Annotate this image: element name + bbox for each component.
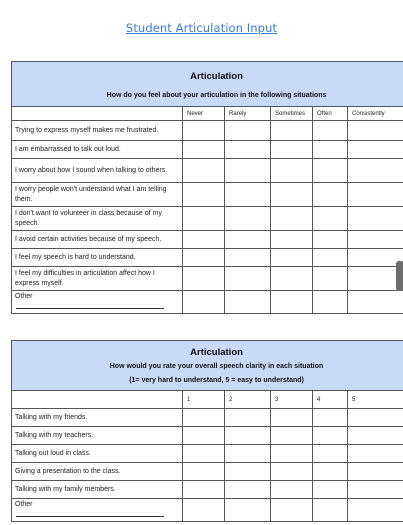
articulation-feelings-table: [11, 61, 403, 314]
response-cell[interactable]: [313, 183, 348, 207]
response-cell[interactable]: [183, 207, 225, 231]
statement-label: I worry people won't understand what I am telling them.: [12, 183, 183, 207]
table-row: [12, 141, 403, 159]
response-cell[interactable]: [225, 445, 271, 463]
response-cell[interactable]: [313, 409, 348, 427]
response-cell[interactable]: [348, 207, 403, 231]
table2-header: [12, 341, 403, 391]
response-cell[interactable]: [271, 267, 313, 291]
response-cell[interactable]: [225, 159, 271, 183]
response-cell[interactable]: [271, 183, 313, 207]
option-never: Never: [183, 107, 225, 121]
table2-question: How would you rate your overall speech clarity in each situation: [109, 363, 324, 370]
table2-corner-cell: [12, 391, 183, 409]
statement-label: I avoid certain activities because of my speech.: [12, 231, 183, 249]
other-label: Other: [15, 501, 33, 508]
table-row: [12, 183, 403, 207]
response-cell[interactable]: [225, 427, 271, 445]
response-cell[interactable]: [313, 291, 348, 314]
response-cell[interactable]: [313, 463, 348, 481]
response-cell[interactable]: [271, 231, 313, 249]
rating-3: 3: [271, 391, 313, 409]
response-cell[interactable]: [183, 499, 225, 522]
response-cell[interactable]: [348, 183, 403, 207]
response-cell[interactable]: [348, 291, 403, 314]
table-row: [12, 231, 403, 249]
table-row: [12, 499, 403, 522]
response-cell[interactable]: [271, 141, 313, 159]
response-cell[interactable]: [271, 499, 313, 522]
statement-label: Talking out loud in class.: [12, 445, 183, 463]
response-cell[interactable]: [225, 463, 271, 481]
other-statement: [12, 291, 183, 314]
other-write-in-line[interactable]: [16, 510, 164, 517]
response-cell[interactable]: [348, 121, 403, 141]
scroll-handle[interactable]: [396, 261, 403, 291]
response-cell[interactable]: [183, 427, 225, 445]
response-cell[interactable]: [348, 141, 403, 159]
response-cell[interactable]: [225, 481, 271, 499]
statement-label: I don't want to volunteer in class because of my speech.: [12, 207, 183, 231]
response-cell[interactable]: [225, 267, 271, 291]
response-cell[interactable]: [225, 291, 271, 314]
response-cell[interactable]: [183, 231, 225, 249]
response-cell[interactable]: [183, 445, 225, 463]
table-row: [12, 207, 403, 231]
table-row: [12, 481, 403, 499]
table-row: [12, 445, 403, 463]
response-cell[interactable]: [225, 141, 271, 159]
response-cell[interactable]: [225, 499, 271, 522]
response-cell[interactable]: [313, 481, 348, 499]
statement-label: Talking with my family members.: [12, 481, 183, 499]
response-cell[interactable]: [313, 141, 348, 159]
response-cell[interactable]: [183, 267, 225, 291]
table1-question: How do you feel about your articulation in the following situations: [106, 92, 327, 99]
document-title: Student Articulation Input: [125, 21, 278, 35]
response-cell[interactable]: [348, 249, 403, 267]
table1-header: [12, 62, 403, 107]
response-cell[interactable]: [313, 231, 348, 249]
table-row: [12, 249, 403, 267]
statement-label: Giving a presentation to the class.: [12, 463, 183, 481]
response-cell[interactable]: [313, 267, 348, 291]
option-rarely: Rarely: [225, 107, 271, 121]
response-cell[interactable]: [183, 409, 225, 427]
response-cell[interactable]: [348, 463, 403, 481]
response-cell[interactable]: [271, 409, 313, 427]
response-cell[interactable]: [225, 409, 271, 427]
speech-clarity-table: [11, 340, 403, 522]
response-cell[interactable]: [313, 445, 348, 463]
statement-label: I feel my difficulties in articulation affect how I express myself.: [12, 267, 183, 291]
response-cell[interactable]: [271, 481, 313, 499]
response-cell[interactable]: [183, 159, 225, 183]
response-cell[interactable]: [225, 121, 271, 141]
response-cell[interactable]: [183, 291, 225, 314]
table-row: [12, 159, 403, 183]
table-row: [12, 463, 403, 481]
response-cell[interactable]: [225, 183, 271, 207]
table-row: [12, 409, 403, 427]
response-cell[interactable]: [183, 141, 225, 159]
response-cell[interactable]: [348, 409, 403, 427]
table-row: [12, 267, 403, 291]
statement-label: Talking with my teachers.: [12, 427, 183, 445]
response-cell[interactable]: [271, 159, 313, 183]
response-cell[interactable]: [313, 427, 348, 445]
table2-scale-note: (1= very hard to understand, 5 = easy to understand): [129, 377, 304, 384]
option-consistently: Consistently: [348, 107, 403, 121]
statement-label: Talking with my friends.: [12, 409, 183, 427]
response-cell[interactable]: [348, 445, 403, 463]
response-cell[interactable]: [348, 231, 403, 249]
rating-1: 1: [183, 391, 225, 409]
response-cell[interactable]: [271, 249, 313, 267]
response-cell[interactable]: [348, 427, 403, 445]
rating-5: 5: [348, 391, 403, 409]
response-cell[interactable]: [313, 499, 348, 522]
option-sometimes: Sometimes: [271, 107, 313, 121]
response-cell[interactable]: [271, 291, 313, 314]
option-often: Often: [313, 107, 348, 121]
response-cell[interactable]: [183, 463, 225, 481]
statement-label: Trying to express myself makes me frustrated.: [12, 121, 183, 141]
other-label: Other: [15, 293, 33, 300]
statement-label: I am embarrassed to talk out loud.: [12, 141, 183, 159]
response-cell[interactable]: [348, 267, 403, 291]
response-cell[interactable]: [271, 207, 313, 231]
rating-4: 4: [313, 391, 348, 409]
response-cell[interactable]: [271, 427, 313, 445]
response-cell[interactable]: [348, 499, 403, 522]
rating-2: 2: [225, 391, 271, 409]
response-cell[interactable]: [271, 445, 313, 463]
response-cell[interactable]: [225, 231, 271, 249]
response-cell[interactable]: [313, 207, 348, 231]
table-row: [12, 291, 403, 314]
response-cell[interactable]: [271, 463, 313, 481]
response-cell[interactable]: [183, 481, 225, 499]
response-cell[interactable]: [313, 159, 348, 183]
table1-title: Articulation: [190, 71, 243, 82]
response-cell[interactable]: [271, 121, 313, 141]
response-cell[interactable]: [225, 207, 271, 231]
response-cell[interactable]: [313, 121, 348, 141]
response-cell[interactable]: [225, 249, 271, 267]
table2-title: Articulation: [190, 347, 243, 358]
statement-label: I feel my speech is hard to understand.: [12, 249, 183, 267]
statement-label: I worry about how I sound when talking to others.: [12, 159, 183, 183]
response-cell[interactable]: [313, 249, 348, 267]
other-write-in-line[interactable]: [16, 302, 164, 309]
response-cell[interactable]: [183, 249, 225, 267]
response-cell[interactable]: [348, 481, 403, 499]
other-statement: [12, 499, 183, 522]
table1-corner-cell: [12, 107, 183, 121]
response-cell[interactable]: [183, 183, 225, 207]
response-cell[interactable]: [348, 159, 403, 183]
table-row: [12, 427, 403, 445]
response-cell[interactable]: [183, 121, 225, 141]
table-row: [12, 121, 403, 141]
